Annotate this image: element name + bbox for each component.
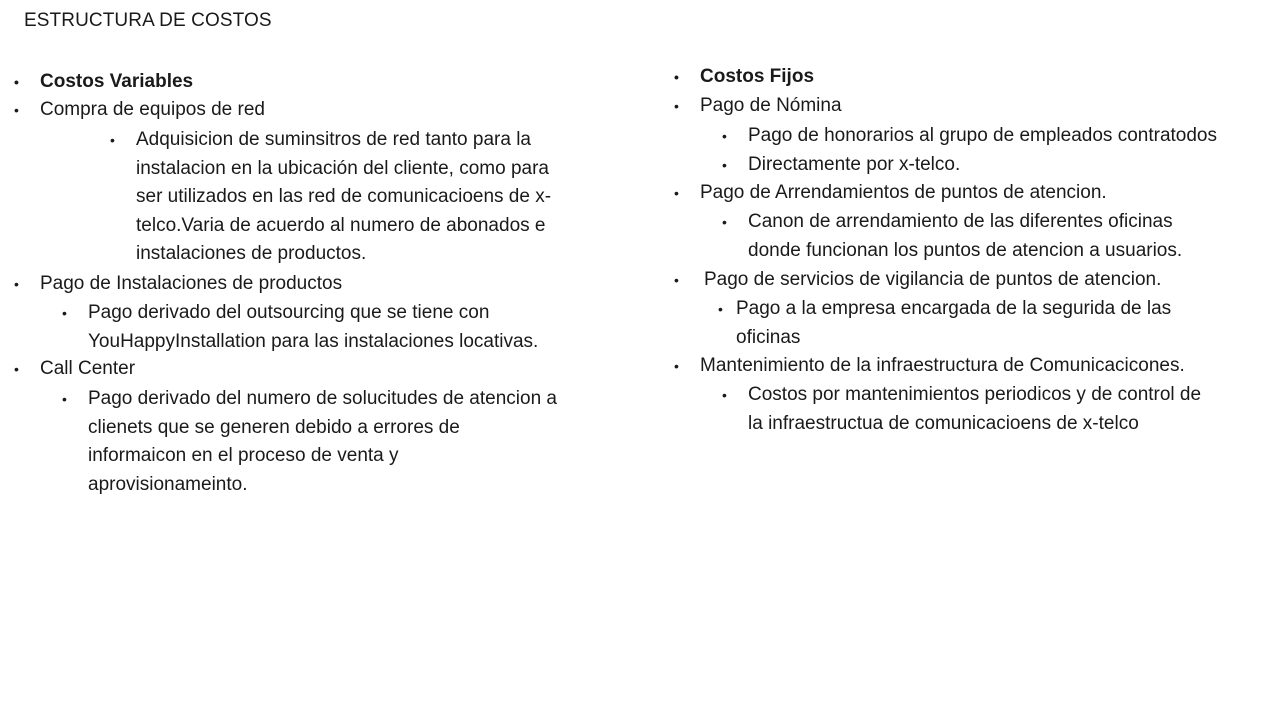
bullet-icon: • bbox=[674, 69, 679, 85]
bullet-icon: • bbox=[674, 358, 679, 374]
list-item-payroll-fees: • Pago de honorarios al grupo de empleados contratodos bbox=[748, 122, 1217, 151]
bullet-icon: • bbox=[674, 272, 679, 288]
list-item-variable-costs-heading: • Costos Variables bbox=[40, 68, 193, 97]
bullet-icon: • bbox=[14, 102, 19, 118]
bullet-icon: • bbox=[722, 387, 727, 403]
list-item-network-equipment: • Compra de equipos de red bbox=[40, 96, 265, 125]
list-item-product-installations: • Pago de Instalaciones de productos bbox=[40, 270, 342, 299]
bullet-icon: • bbox=[62, 305, 67, 321]
list-item-payroll: • Pago de Nómina bbox=[700, 92, 842, 121]
bullet-icon: • bbox=[722, 214, 727, 230]
list-item-call-center-detail: • Pago derivado del numero de solucitudes de atencion a clienets que se generen debido a errores de informaicon en el proceso de venta y aprovisionameinto. bbox=[88, 385, 557, 499]
list-item-security-detail: • Pago a la empresa encargada de la segurida de las oficinas bbox=[736, 295, 1171, 352]
bullet-icon: • bbox=[674, 98, 679, 114]
bullet-icon: • bbox=[62, 391, 67, 407]
list-item-leases: • Pago de Arrendamientos de puntos de atencion. bbox=[700, 179, 1107, 208]
bullet-icon: • bbox=[718, 301, 723, 317]
list-item-leases-detail: • Canon de arrendamiento de las diferentes oficinas donde funcionan los puntos de atencion a usuarios. bbox=[748, 208, 1182, 265]
list-item-infrastructure-maintenance: • Mantenimiento de la infraestructura de Comunicacicones. bbox=[700, 352, 1185, 381]
bullet-icon: • bbox=[110, 132, 115, 148]
bullet-icon: • bbox=[722, 157, 727, 173]
list-item-outsourcing-detail: • Pago derivado del outsourcing que se tiene con YouHappyInstallation para las instalaciones locativas. bbox=[88, 299, 538, 356]
list-item-maintenance-detail: • Costos por mantenimientos periodicos y de control de la infraestructua de comunicacioens de x-telco bbox=[748, 381, 1201, 438]
bullet-icon: • bbox=[14, 74, 19, 90]
slide-title: ESTRUCTURA DE COSTOS bbox=[24, 10, 272, 31]
list-item-call-center: • Call Center bbox=[40, 355, 135, 384]
list-item-network-supplies-detail: • Adquisicion de suminsitros de red tanto para la instalacion en la ubicación del cliente, como para ser utilizados en las red de comunicacioens de x- telco.Varia de acuerdo al numero de abonados e instalaciones de productos. bbox=[136, 126, 551, 269]
bullet-icon: • bbox=[722, 128, 727, 144]
list-item-security-services: • Pago de servicios de vigilancia de puntos de atencion. bbox=[704, 266, 1161, 295]
list-item-fixed-costs-heading: • Costos Fijos bbox=[700, 63, 814, 92]
bullet-icon: • bbox=[674, 185, 679, 201]
list-item-payroll-direct: • Directamente por x-telco. bbox=[748, 151, 960, 180]
bullet-icon: • bbox=[14, 276, 19, 292]
bullet-icon: • bbox=[14, 361, 19, 377]
